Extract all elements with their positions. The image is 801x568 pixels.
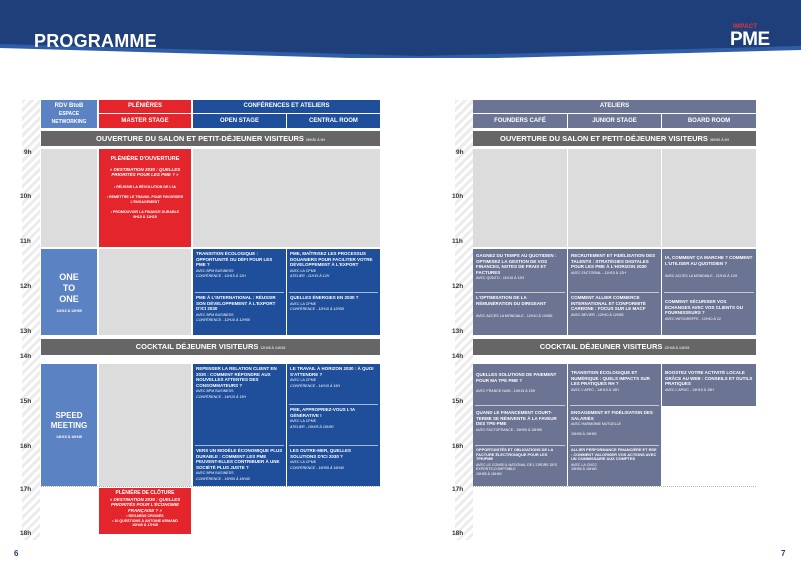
one-to-one-title: ONE TO ONE (59, 271, 79, 304)
closing-plenary-subtitle: « DESTINATION 2030 : QUELLES PRIORITÉS POUR L'ÉCONOMIE FRANÇAISE ? » (109, 496, 181, 513)
session-sponsor: AVEC L'APVIC - 14H15 À 15H (665, 387, 714, 392)
band-lunch-left (41, 339, 380, 355)
session-title: VERS UN MODÈLE ÉCONOMIQUE PLUS DURABLE : COMMENT LES PME PEUVENT-ELLES CONTRIBUER À UNE SOCIÉTÉ PLUS JUSTE ? (196, 448, 283, 470)
session-title: IA, COMMENT ÇA MARCHE ? COMMENT L'UTILISER AU QUOTIDIEN ? (665, 255, 753, 266)
page-number-left: 6 (14, 549, 19, 558)
left-hatch-strip (22, 100, 40, 540)
time-label: 18h (452, 530, 464, 537)
session-hours: CONFÉRENCE - 14H15 À 15H (290, 383, 340, 388)
session-title: ALLIER PERFORMANCE FINANCIÈRE ET RSE : COMMENT VALORISER VOS ACTIONS AVEC UN COMMISSAIRE AUX COMPTES (571, 447, 657, 462)
session-card[interactable] (193, 364, 286, 445)
band-opening-hours: 08H30 À 9H (709, 138, 730, 142)
header-board-room: BOARD ROOM (662, 114, 756, 128)
session-card[interactable] (473, 293, 567, 335)
speed-meeting-block[interactable] (41, 364, 97, 486)
time-label: 11h (452, 238, 463, 245)
band-opening-label: OUVERTURE DU SALON ET PETIT-DÉJEUNER VISITEURS (95, 134, 304, 143)
session-divider (664, 292, 754, 293)
opening-plenary-subtitle: « DESTINATION 2030 : QUELLES PRIORITÉS POUR LES PME ? » (109, 166, 181, 178)
session-title: LES OUTRE-MER, QUELLES SOLUTIONS D'ICI 2030 ? (290, 448, 352, 459)
conf-empty-am (193, 149, 380, 247)
master-empty-pm (99, 364, 191, 486)
session-card[interactable] (193, 293, 286, 335)
session-title: TRANSITION ÉCOLOGIQUE ET NUMÉRIQUE : QUELS IMPACTS SUR LES PRATIQUES RH ? (571, 370, 650, 387)
time-label: 15h (20, 398, 32, 405)
session-card[interactable] (473, 408, 567, 445)
right-hatch-strip (455, 100, 473, 540)
session-title: PME, MAÎTRISEZ LES PROCESSUS DOUANIERS POUR FACILITER VOTRE DÉVELOPPEMENT À L'EXPORT (290, 251, 373, 268)
session-hours: ATELIER - 11H15 À 12H (290, 274, 330, 279)
band-opening-right (473, 131, 756, 146)
session-card[interactable] (473, 251, 567, 293)
founders-cafe-am (473, 249, 567, 335)
session-sponsor: AVEC BPM BUSINESS (196, 312, 234, 317)
time-label: 10h (452, 193, 464, 200)
logo-big-text: PME (730, 29, 770, 50)
session-title: COMMENT ALLIER COMMERCE INTERNATIONAL ET CONFORMITÉ CARBONE : FOCUS SUR LE MACF (571, 295, 646, 312)
opening-plenary-item: • REMETTRE LE TRAVAIL POUR FAVORISER L'ENGAGEMENT (106, 195, 184, 204)
session-title: L'OPTIMISATION DE LA RÉMUNÉRATION DU DIRIGEANT (476, 295, 547, 306)
time-label: 9h (456, 149, 464, 156)
session-hours: CONFÉRENCE - 15H55 À 16H40 (196, 476, 250, 481)
session-hours: CONFÉRENCE - 11H15 À 12H (196, 274, 246, 279)
session-title: QUELLES ÉNERGIES EN 2030 ? (290, 295, 359, 300)
page-title: PROGRAMME (34, 31, 157, 51)
one-to-one-hours: 11H15 À 12H55 (56, 308, 82, 313)
session-sponsor: AVEC LA CPME (290, 460, 317, 465)
time-label: 13h (20, 328, 32, 335)
session-divider (570, 405, 659, 406)
session-title: QUAND LE FINANCEMENT COURT-TERME SE RÉINVENTE À LA FAVEUR DES TPE-PME (476, 410, 557, 427)
master-empty-am (99, 249, 191, 335)
session-card[interactable] (662, 368, 756, 406)
session-card[interactable] (287, 364, 380, 404)
session-sponsor: AVEC INFOGREFFE - 12H10 À 12 (665, 316, 721, 321)
band-lunch-hours: 12H45 À 14H15 (664, 346, 690, 350)
grid-line (41, 486, 380, 487)
speed-meeting-hours: 14H15 À 16H45 (56, 435, 82, 439)
session-sponsor: AVEC ACCES LA MONDIALE - 12H10 À 12H55 (476, 314, 553, 319)
session-card[interactable] (287, 249, 380, 292)
session-title: ENGAGEMENT ET FIDÉLISATION DES SALARIÉS (571, 410, 653, 421)
time-label: 13h (452, 328, 464, 335)
time-label: 11h (20, 238, 31, 245)
session-card[interactable] (193, 446, 286, 486)
session-card[interactable] (568, 446, 661, 486)
session-card[interactable] (662, 253, 756, 293)
header-rdv-sub: ESPACE NETWORKING (51, 111, 87, 125)
session-hours: 15H55 À 16H40 (571, 467, 597, 472)
header-founders-cafe: FOUNDERS CAFÉ (473, 114, 567, 128)
session-sponsor: AVEC L'APEC - 14H15 À 15H (571, 387, 619, 392)
session-hours: ATELIER - 15H05 À 15H50 (290, 424, 334, 429)
band-opening-hours: 08H30 À 9H (305, 138, 326, 142)
header-rdv-label: RDV BtoB (54, 103, 84, 109)
session-title: REPENSER LA RELATION CLIENT EN 2030 : COMMENT RÉPONDRE AUX NOUVELLES ATTENTES DES CONSOMMATEURS ? (196, 366, 277, 388)
central-room-pm (287, 364, 380, 486)
time-label: 17h (452, 486, 464, 493)
opening-plenary-hours: 9H15 À 11H15 (133, 215, 157, 220)
session-hours: 15H05 À 15H50 (571, 431, 597, 436)
band-lunch-label: COCKTAIL DÉJEUNER VISITEURS (539, 342, 663, 351)
header-master-stage: MASTER STAGE (99, 114, 191, 128)
session-card[interactable] (568, 368, 661, 405)
session-title: OPPORTUNITÉS ET OBLIGATIONS DE LA FACTURE ÉLECTRONIQUE POUR LES TPE/PME (476, 447, 554, 462)
closing-plenary[interactable] (99, 488, 191, 534)
band-lunch-right (473, 339, 756, 355)
session-hours: CONFÉRENCE - 12H10 À 12H55 (290, 307, 344, 311)
page-header (0, 0, 801, 58)
session-sponsor: AVEC LA CPME (290, 378, 317, 383)
session-sponsor: AVEC LE CONSEIL NATIONAL DE L'ORDRE DES EXPERTS-COMPTABLE (476, 462, 558, 472)
grid-line (473, 486, 756, 487)
closing-plenary-hours: 16H45 À 17H45 (132, 523, 158, 528)
time-label: 16h (20, 443, 32, 450)
band-lunch-hours: 12H45 À 14H15 (260, 346, 286, 350)
session-hours: CONFÉRENCE - 12H10 À 12H55 (196, 318, 250, 323)
header-rdv-btob (41, 100, 97, 128)
open-stage-pm (193, 364, 286, 486)
board-room-am (662, 249, 756, 335)
session-card[interactable] (473, 370, 567, 406)
header-conferences: CONFÉRENCES ET ATELIERS (193, 100, 380, 113)
session-hours: CONFÉRENCE - 15H55 À 16H40 (290, 465, 344, 470)
session-card[interactable] (568, 408, 661, 445)
founders-empty-am (473, 149, 567, 247)
session-title: PME, APPROPRIEZ-VOUS L'IA GÉNÉRATIVE ! (290, 407, 355, 418)
page-number-right: 7 (781, 549, 786, 558)
session-title: COMMENT SÉCURISER VOS ÉCHANGES AVEC VOS CLIENTS OU FOURNISSEURS ? (665, 299, 744, 316)
header-ateliers: ATELIERS (473, 100, 756, 113)
header-open-stage: OPEN STAGE (193, 114, 286, 128)
session-card[interactable] (287, 293, 380, 335)
time-label: 14h (452, 353, 464, 360)
time-label: 10h (20, 193, 32, 200)
impact-pme-logo (730, 24, 776, 52)
band-opening-label: OUVERTURE DU SALON ET PETIT-DÉJEUNER VISITEURS (499, 134, 708, 143)
session-sponsor: AVEC LA CPME (290, 419, 317, 424)
logo-small-text: IMPACT (733, 24, 758, 30)
session-card[interactable] (662, 297, 756, 335)
session-sponsor: AVEC LA CPME (290, 268, 317, 273)
header-plenieres: PLÉNIÈRES (99, 100, 191, 113)
rdv-empty-am (41, 149, 97, 247)
session-title: GAGNEZ DU TEMPS AU QUOTIDIEN : OPTIMISEZ LA GESTION DE VOS FINANCES, NOTES DE FRAIS ET FACTURES (476, 253, 557, 275)
opening-plenary-title: PLÉNIÈRE D'OUVERTURE (110, 156, 180, 162)
one-to-one-block[interactable] (41, 249, 97, 335)
session-sponsor: AVEC LA CNCC (571, 462, 598, 467)
junior-stage-pm (568, 364, 661, 486)
time-label: 12h (20, 283, 32, 290)
session-card[interactable] (473, 446, 567, 486)
board-room-pm (662, 364, 756, 406)
session-sponsor: AVEC FACTOFRANCE - 15H05 À 15H50 (476, 427, 542, 432)
central-room-am (287, 249, 380, 335)
time-label: 14h (20, 353, 32, 360)
time-label: 17h (20, 486, 32, 493)
session-hours: CONFÉRENCE - 14H15 À 15H (196, 394, 246, 399)
open-stage-am (193, 249, 286, 335)
speed-meeting-title: SPEED MEETING (50, 411, 88, 430)
header-junior-stage: JUNIOR STAGE (568, 114, 661, 128)
session-sponsor: AVEC HARMONIE MUTUELLE (571, 422, 622, 427)
session-sponsor: AVEC QONTO - 11H15 À 12H (476, 276, 525, 281)
opening-plenary-item: • PROMOUVOIR LA FINANCE DURABLE (110, 210, 180, 214)
session-sponsor: AVEC BPM BUSINESS (196, 471, 234, 476)
session-title: PME À L'INTERNATIONAL : RÉUSSIR SON DÉVELOPPEMENT À L'EXPORT D'ICI 2030 (196, 295, 276, 312)
session-sponsor: AVEC FRANCE NUM - 14H15 À 15H (476, 389, 536, 394)
session-sponsor: AVEC ACCES LA MONDIALE - 11H15 À 12H (665, 274, 738, 279)
opening-plenary-item: • RÉUSSIR LA RÉVOLUTION DE L'IA (113, 184, 177, 189)
board-empty-am (662, 149, 756, 247)
session-sponsor: AVEC LA CPME (290, 301, 317, 306)
time-label: 9h (24, 149, 32, 156)
session-sponsor: AVEC BPM BUSINESS (196, 389, 234, 394)
session-title: BOOSTEZ VOTRE ACTIVITÉ LOCALE GRÂCE AU WEB : CONSEILS ET OUTILS PRATIQUES (665, 370, 753, 387)
time-label: 18h (20, 530, 32, 537)
session-card[interactable] (568, 251, 661, 293)
closing-plenary-item: • REGARDS CROISÉS (126, 514, 164, 519)
junior-empty-am (568, 149, 661, 247)
time-label: 12h (452, 283, 464, 290)
band-lunch-label: COCKTAIL DÉJEUNER VISITEURS (135, 342, 259, 351)
session-title: TRANSITION ÉCOLOGIQUE : OPPORTUNITÉ OU DÉFI POUR LES PME ? (196, 251, 273, 268)
session-card[interactable] (287, 446, 380, 486)
time-label: 16h (452, 443, 464, 450)
band-opening-left (41, 131, 380, 146)
session-hours: 15H55 À 16H40 (476, 471, 502, 476)
junior-stage-am (568, 249, 661, 335)
closing-plenary-title: PLÉNIÈRE DE CLÔTURE (115, 490, 175, 496)
time-label: 15h (452, 398, 464, 405)
founders-cafe-pm (473, 364, 567, 486)
session-title: RECRUTEMENT ET FIDÉLISATION DES TALENTS : STRATÉGIES DIGITALES POUR LES PME À L'HORIZON 2030 (571, 253, 656, 270)
session-sponsor: AVEC FACTORIAL - 11H15 À 12H (571, 270, 626, 275)
header-central-room: CENTRAL ROOM (287, 114, 380, 128)
session-title: QUELLES SOLUTIONS DE PAIEMENT POUR MA TPE PME ? (476, 372, 557, 383)
session-sponsor: AVEC BEVIER - 12H10 À 12H55 (571, 312, 624, 317)
session-card[interactable] (568, 293, 661, 335)
session-card[interactable] (193, 249, 286, 292)
session-sponsor: AVEC BPM BUSINESS (196, 268, 234, 273)
closing-plenary-item: • 10 QUESTIONS À ANTOINE ARMAND (112, 518, 178, 523)
session-divider (475, 405, 565, 406)
opening-plenary[interactable] (99, 149, 191, 247)
session-card[interactable] (287, 405, 380, 445)
session-title: LE TRAVAIL À HORIZON 2030 : À QUOI S'ATTENDRE ? (290, 366, 374, 377)
